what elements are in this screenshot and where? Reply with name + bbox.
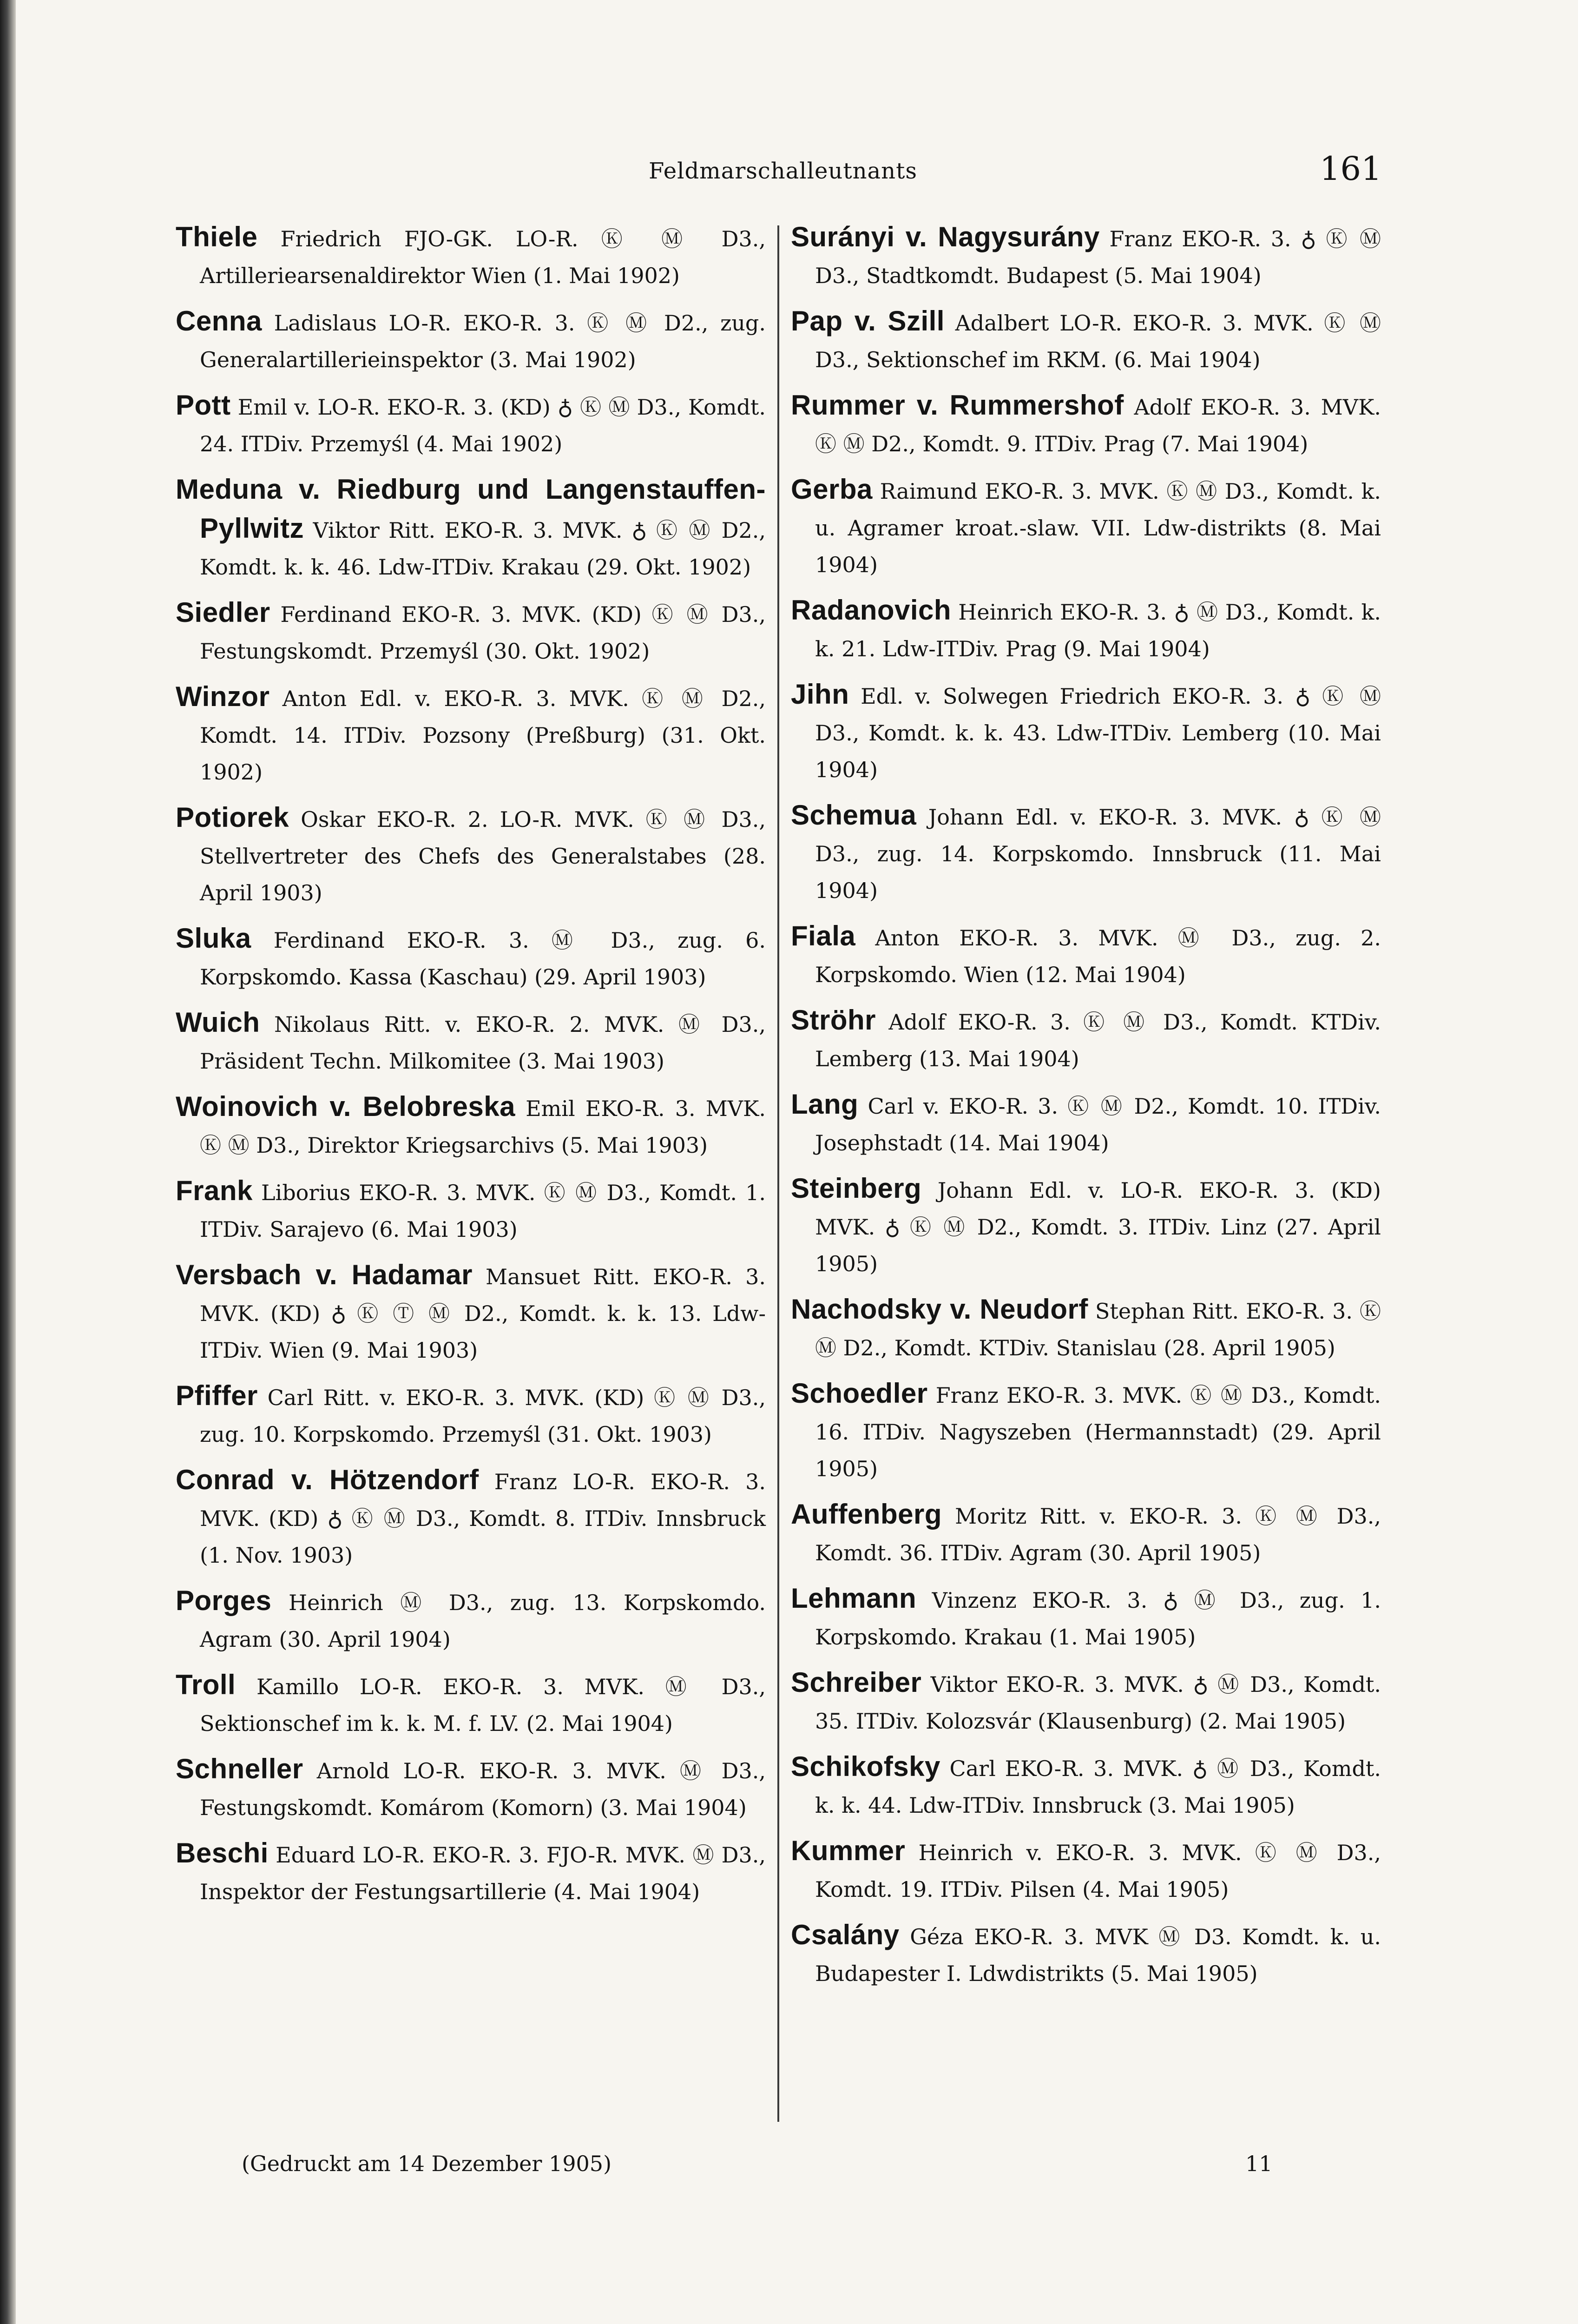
roster-entry — [176, 1582, 766, 1658]
officer-name: Schoedler — [791, 1378, 928, 1409]
officer-name: Pott — [176, 390, 231, 421]
officer-details: Raimund EKO-R. 3. MVK. Ⓚ Ⓜ D3., Komdt. k. u. Agramer kroat.-slaw. VII. Ldw-distrikts (8. Mai 1904) — [815, 479, 1381, 577]
officer-details: Eduard LO-R. EKO-R. 3. FJO-R. MVK. Ⓜ D3., Inspektor der Festungsartillerie (4. Mai 1904) — [200, 1842, 766, 1904]
officer-name: Wuich — [176, 1007, 260, 1038]
page-number: 161 — [1320, 150, 1382, 188]
roster-entry — [791, 797, 1381, 909]
roster-entry — [791, 471, 1381, 583]
roster-entry — [791, 303, 1381, 378]
officer-name: Siedler — [176, 597, 270, 628]
officer-name: Pap v. Szill — [791, 305, 945, 337]
officer-name: Porges — [176, 1585, 272, 1616]
roster-entry — [791, 1664, 1381, 1740]
officer-name: Radanovich — [791, 594, 952, 626]
officer-details: Adolf EKO-R. 3. MVK. Ⓚ Ⓜ D2., Komdt. 9. ITDiv. Prag (7. Mai 1904) — [815, 395, 1381, 456]
roster-entry — [176, 1004, 766, 1080]
officer-name: Winzor — [176, 681, 270, 712]
officer-details: Carl Ritt. v. EKO-R. 3. MVK. (KD) Ⓚ Ⓜ D3., zug. 10. Korpskomdo. Przemyśl (31. Okt. 1903) — [200, 1385, 766, 1447]
officer-details: Franz LO-R. EKO-R. 3. MVK. (KD) ♁ Ⓚ Ⓜ D3., Komdt. 8. ITDiv. Innsbruck (1. Nov. 1903) — [200, 1469, 766, 1568]
officer-details: Franz EKO-R. 3. ♁ Ⓚ Ⓜ D3., Stadtkomdt. Budapest (5. Mai 1904) — [815, 226, 1381, 288]
officer-details: Arnold LO-R. EKO-R. 3. MVK. Ⓜ D3., Festungskomdt. Komárom (Komorn) (3. Mai 1904) — [200, 1758, 766, 1820]
officer-details: Kamillo LO-R. EKO-R. 3. MVK. Ⓜ D3., Sektionschef im k. k. M. f. LV. (2. Mai 1904) — [200, 1674, 766, 1736]
officer-details: Vinzenz EKO-R. 3. ♁ Ⓜ D3., zug. 1. Korpskomdo. Krakau (1. Mai 1905) — [815, 1588, 1381, 1650]
officer-details: Ferdinand EKO-R. 3. Ⓜ D3., zug. 6. Korpskomdo. Kassa (Kaschau) (29. April 1903) — [200, 928, 766, 990]
officer-details: Franz EKO-R. 3. MVK. Ⓚ Ⓜ D3., Komdt. 16. ITDiv. Nagyszeben (Hermannstadt) (29. April 1905) — [815, 1383, 1381, 1481]
roster-entry — [176, 594, 766, 670]
officer-name: Kummer — [791, 1835, 906, 1866]
officer-details: Edl. v. Solwegen Friedrich EKO-R. 3. ♁ Ⓚ Ⓜ D3., Komdt. k. k. 43. Ldw-ITDiv. Lemberg (10. Mai 1904) — [815, 684, 1381, 782]
officer-details: Johann Edl. v. EKO-R. 3. MVK. ♁ Ⓚ Ⓜ D3., zug. 14. Korpskomdo. Innsbruck (11. Mai 1904) — [815, 805, 1381, 903]
roster-entry — [176, 471, 766, 586]
roster-entry — [176, 387, 766, 462]
officer-details: Viktor Ritt. EKO-R. 3. MVK. ♁ Ⓚ Ⓜ D2., Komdt. k. k. 46. Ldw-ITDiv. Krakau (29. Okt. 1902) — [200, 518, 766, 580]
officer-name: Csalány — [791, 1919, 900, 1950]
roster-entry — [176, 1256, 766, 1369]
scan-binding-edge — [0, 0, 16, 2324]
roster-entry — [791, 1375, 1381, 1487]
officer-name: Woinovich v. Belobreska — [176, 1091, 516, 1122]
roster-entry — [176, 303, 766, 378]
officer-details: Liborius EKO-R. 3. MVK. Ⓚ Ⓜ D3., Komdt. 1. ITDiv. Sarajevo (6. Mai 1903) — [200, 1180, 766, 1242]
officer-details: Nikolaus Ritt. v. EKO-R. 2. MVK. Ⓜ D3., Präsident Techn. Milkomitee (3. Mai 1903) — [200, 1012, 766, 1074]
officer-name: Steinberg — [791, 1173, 922, 1204]
roster-entry — [176, 799, 766, 911]
officer-details: Mansuet Ritt. EKO-R. 3. MVK. (KD) ♁ Ⓚ Ⓣ Ⓜ D2., Komdt. k. k. 13. Ldw-ITDiv. Wien (9. Mai 1903) — [200, 1264, 766, 1363]
officer-name: Schemua — [791, 799, 917, 831]
officer-details: Géza EKO-R. 3. MVK Ⓜ D3. Komdt. k. u. Budapester I. Ldwdistrikts (5. Mai 1905) — [815, 1924, 1381, 1986]
officer-name: Lehmann — [791, 1583, 917, 1614]
left-column — [176, 218, 766, 1919]
roster-entry — [791, 918, 1381, 993]
officer-details: Anton Edl. v. EKO-R. 3. MVK. Ⓚ Ⓜ D2., Komdt. 14. ITDiv. Pozsony (Preßburg) (31. Okt. 1902) — [200, 686, 766, 785]
print-date-note: (Gedruckt am 14 Dezember 1905) — [242, 2151, 612, 2176]
officer-name: Cenna — [176, 305, 262, 337]
officer-details: Adalbert LO-R. EKO-R. 3. MVK. Ⓚ Ⓜ D3., Sektionschef im RKM. (6. Mai 1904) — [815, 310, 1381, 372]
officer-details: Emil v. LO-R. EKO-R. 3. (KD) ♁ Ⓚ Ⓜ D3., Komdt. 24. ITDiv. Przemyśl (4. Mai 1902) — [200, 395, 766, 456]
officer-name: Gerba — [791, 474, 873, 505]
officer-details: Viktor EKO-R. 3. MVK. ♁ Ⓜ D3., Komdt. 35. ITDiv. Kolozsvár (Klausenburg) (2. Mai 1905) — [815, 1672, 1381, 1734]
officer-name: Fiala — [791, 920, 856, 951]
officer-details: Emil EKO-R. 3. MVK. Ⓚ Ⓜ D3., Direktor Kriegsarchivs (5. Mai 1903) — [200, 1096, 766, 1158]
roster-entry — [791, 592, 1381, 667]
roster-entry — [791, 1496, 1381, 1571]
officer-details: Carl v. EKO-R. 3. Ⓚ Ⓜ D2., Komdt. 10. ITDiv. Josephstadt (14. Mai 1904) — [815, 1094, 1381, 1155]
officer-name: Potiorek — [176, 802, 289, 833]
roster-entry — [791, 1832, 1381, 1908]
officer-details: Ladislaus LO-R. EKO-R. 3. Ⓚ Ⓜ D2., zug. Generalartillerieinspektor (3. Mai 1902) — [200, 310, 766, 372]
officer-details: Anton EKO-R. 3. MVK. Ⓜ D3., zug. 2. Korpskomdo. Wien (12. Mai 1904) — [815, 925, 1381, 987]
officer-name: Frank — [176, 1175, 253, 1206]
running-title: Feldmarschalleutnants — [649, 158, 917, 184]
roster-entry — [176, 1835, 766, 1910]
roster-entry — [791, 387, 1381, 462]
roster-entry — [791, 1291, 1381, 1367]
roster-entry — [791, 676, 1381, 788]
officer-name: Versbach v. Hadamar — [176, 1259, 473, 1290]
roster-entry — [176, 920, 766, 996]
officer-name: Schikofsky — [791, 1751, 940, 1782]
roster-entry — [176, 1172, 766, 1248]
roster-entry — [176, 1666, 766, 1742]
roster-entry — [176, 1750, 766, 1826]
officer-details: Heinrich v. EKO-R. 3. MVK. Ⓚ Ⓜ D3., Komdt. 19. ITDiv. Pilsen (4. Mai 1905) — [815, 1840, 1381, 1902]
officer-name: Auffenberg — [791, 1499, 942, 1530]
officer-details: Adolf EKO-R. 3. Ⓚ Ⓜ D3., Komdt. KTDiv. Lemberg (13. Mai 1904) — [815, 1010, 1381, 1071]
officer-name: Beschi — [176, 1837, 269, 1868]
officer-name: Schneller — [176, 1753, 303, 1784]
officer-name: Conrad v. Hötzendorf — [176, 1464, 479, 1495]
roster-entry — [176, 1088, 766, 1164]
officer-details: Johann Edl. v. LO-R. EKO-R. 3. (KD) MVK. ♁ Ⓚ Ⓜ D2., Komdt. 3. ITDiv. Linz (27. April 1905) — [815, 1178, 1381, 1276]
officer-details: Stephan Ritt. EKO-R. 3. Ⓚ Ⓜ D2., Komdt. KTDiv. Stanislau (28. April 1905) — [815, 1299, 1381, 1360]
roster-entry — [176, 218, 766, 294]
roster-entry — [791, 1002, 1381, 1077]
column-divider — [777, 225, 779, 2122]
officer-name: Nachodsky v. Neudorf — [791, 1294, 1088, 1325]
right-column — [791, 218, 1381, 2000]
roster-entry — [791, 218, 1381, 294]
roster-entry — [176, 1461, 766, 1574]
roster-entry — [791, 1916, 1381, 1992]
officer-details: Heinrich EKO-R. 3. ♁ Ⓜ D3., Komdt. k. k. 21. Ldw-ITDiv. Prag (9. Mai 1904) — [815, 600, 1381, 661]
officer-details: Moritz Ritt. v. EKO-R. 3. Ⓚ Ⓜ D3., Komdt. 36. ITDiv. Agram (30. April 1905) — [815, 1504, 1381, 1565]
roster-entry — [176, 678, 766, 791]
officer-details: Heinrich Ⓜ D3., zug. 13. Korpskomdo. Agram (30. April 1904) — [200, 1590, 766, 1652]
officer-details: Oskar EKO-R. 2. LO-R. MVK. Ⓚ Ⓜ D3., Stellvertreter des Chefs des Generalstabes (28. April 1903) — [200, 807, 766, 905]
officer-name: Schreiber — [791, 1667, 922, 1698]
officer-details: Ferdinand EKO-R. 3. MVK. (KD) Ⓚ Ⓜ D3., Festungskomdt. Przemyśl (30. Okt. 1902) — [200, 602, 766, 664]
officer-name: Troll — [176, 1669, 236, 1700]
officer-name: Meduna v. Riedburg und Langenstauffen-Pyllwitz — [176, 474, 766, 544]
officer-name: Jihn — [791, 679, 849, 710]
roster-entry — [791, 1748, 1381, 1824]
officer-details: Friedrich FJO-GK. LO-R. Ⓚ Ⓜ D3., Artilleriearsenaldirektor Wien (1. Mai 1902) — [200, 226, 766, 288]
officer-name: Ströhr — [791, 1004, 876, 1036]
roster-entry — [791, 1580, 1381, 1656]
roster-entry — [791, 1170, 1381, 1282]
signature-mark: 11 — [1245, 2151, 1273, 2176]
officer-name: Thiele — [176, 221, 258, 252]
officer-name: Lang — [791, 1089, 859, 1120]
officer-name: Pfiffer — [176, 1380, 258, 1411]
roster-entry — [176, 1377, 766, 1453]
officer-name: Sluka — [176, 923, 251, 954]
roster-entry — [791, 1086, 1381, 1162]
officer-details: Carl EKO-R. 3. MVK. ♁ Ⓜ D3., Komdt. k. k. 44. Ldw-ITDiv. Innsbruck (3. Mai 1905) — [815, 1756, 1381, 1818]
officer-name: Surányi v. Nagysurány — [791, 221, 1100, 252]
officer-name: Rummer v. Rummershof — [791, 390, 1124, 421]
